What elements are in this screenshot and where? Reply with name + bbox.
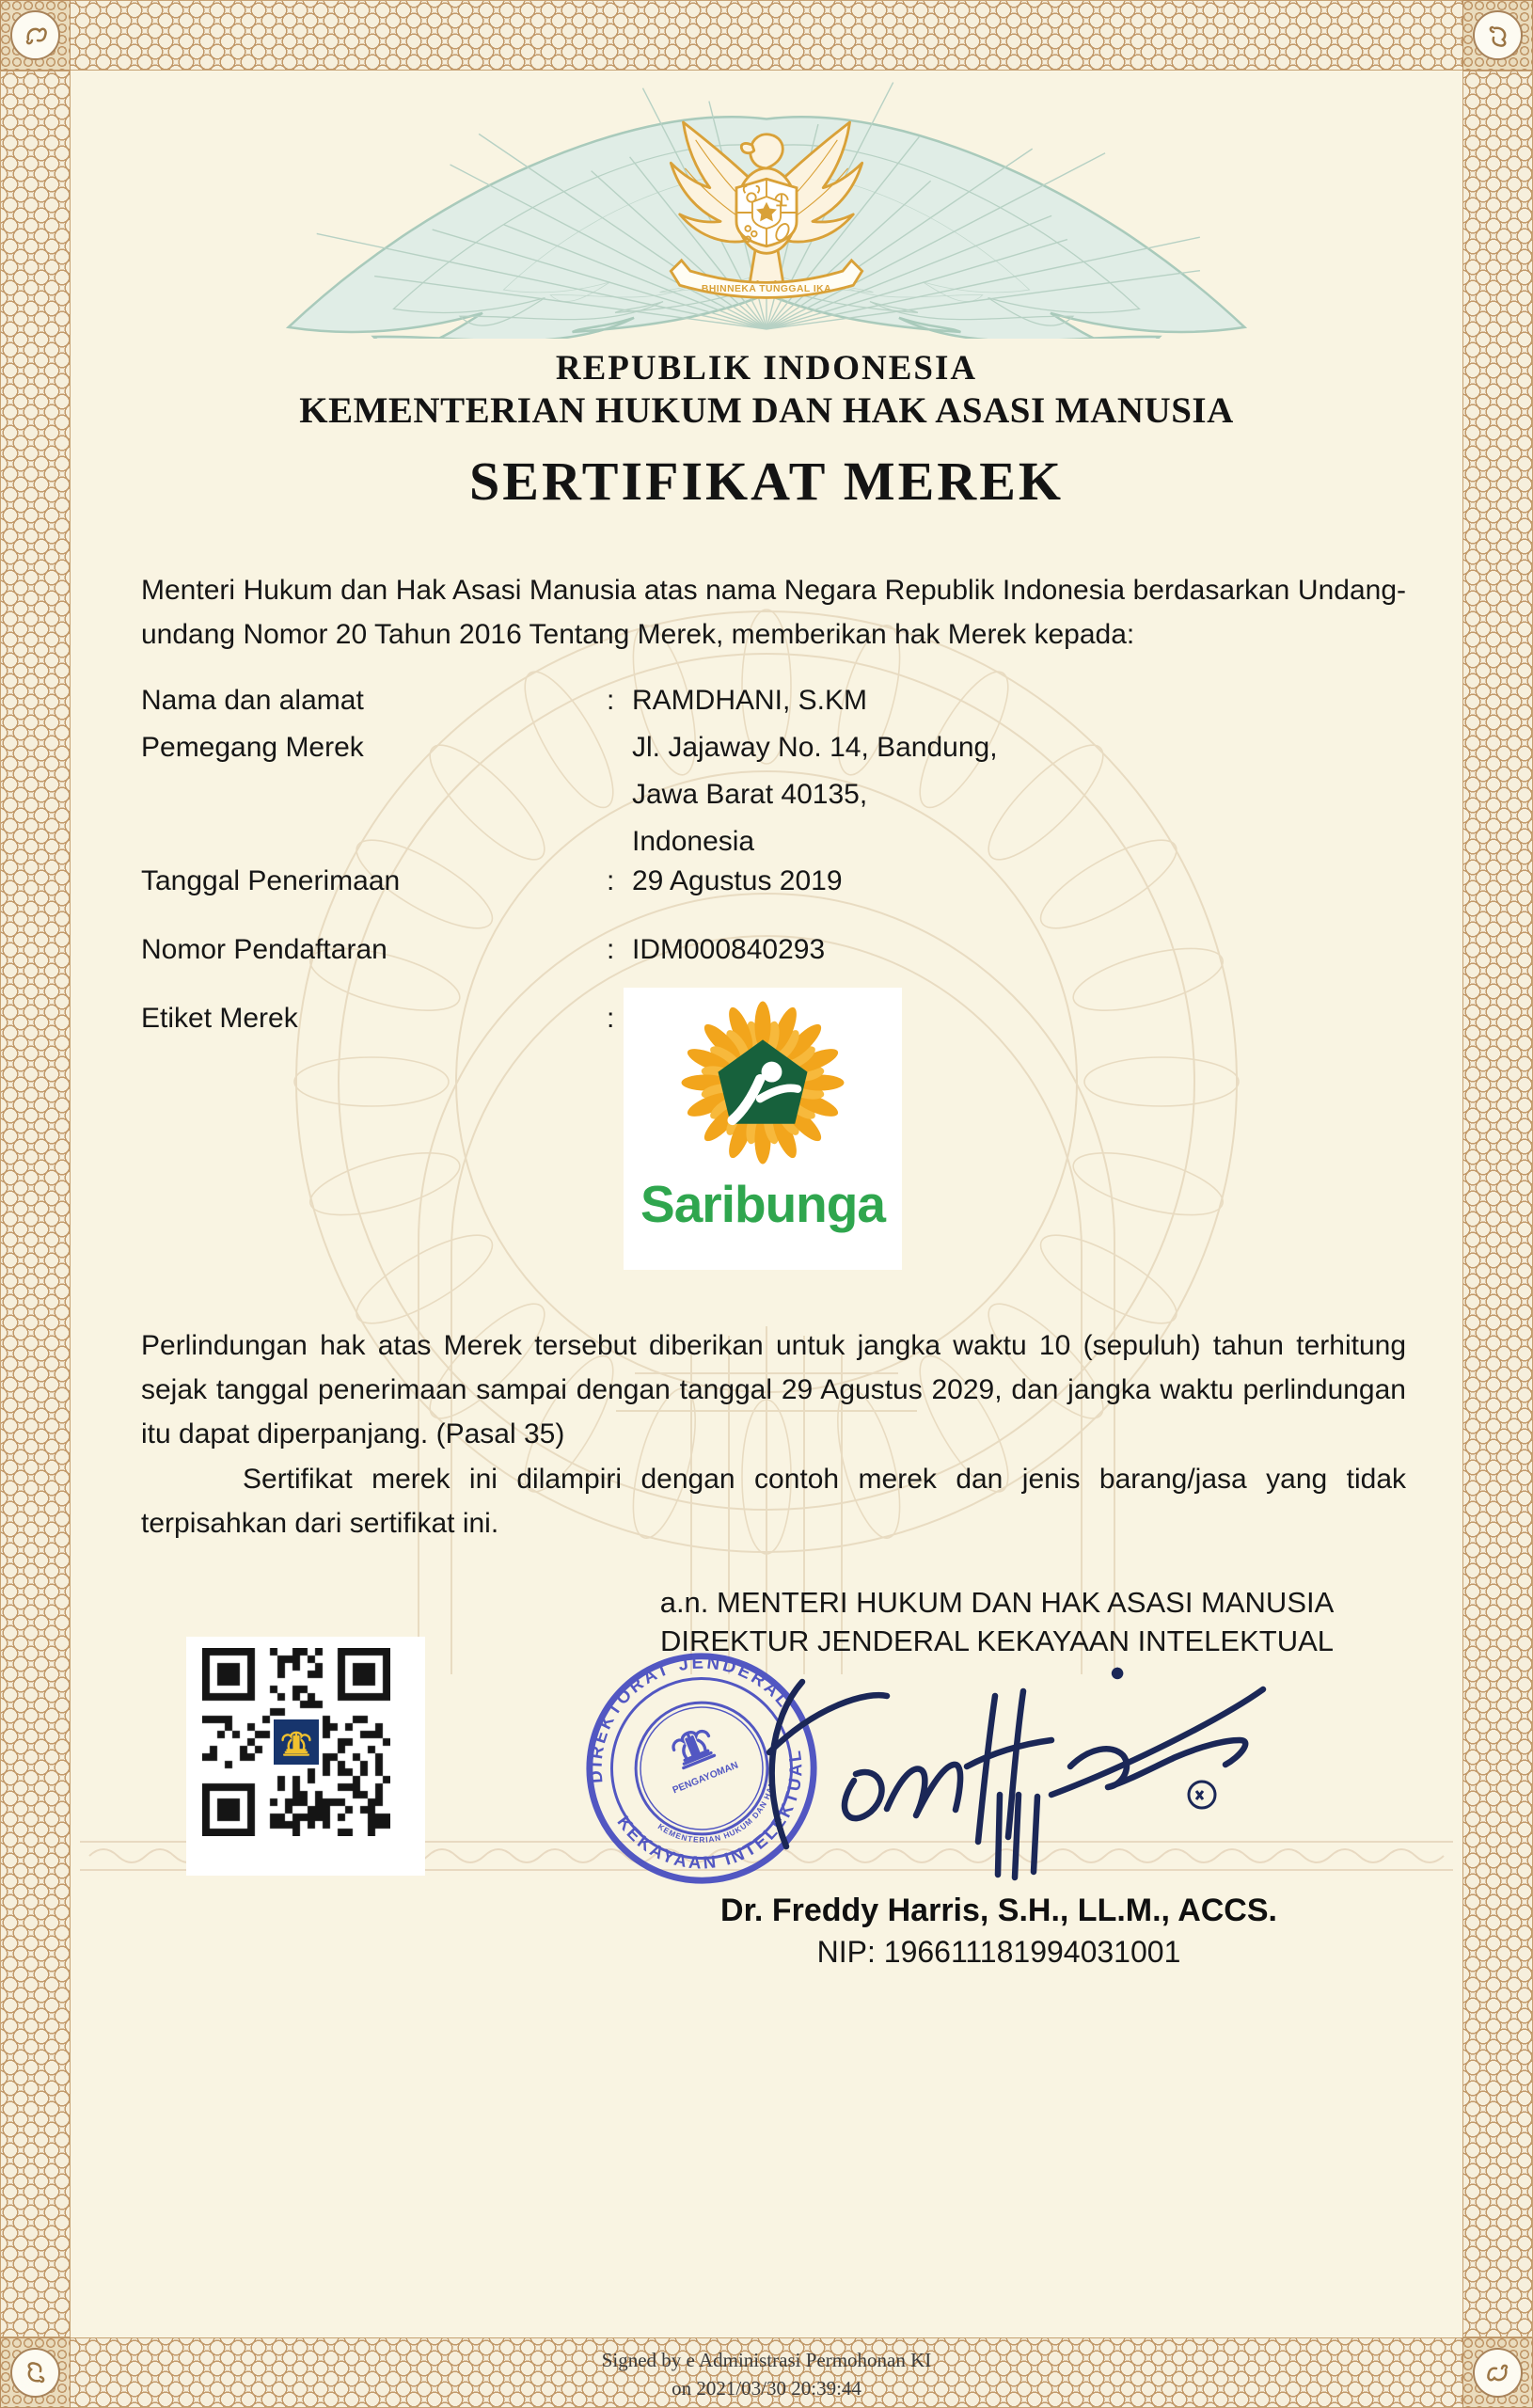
intro-paragraph: Menteri Hukum dan Hak Asasi Manusia atas nama Negara Republik Indonesia berdasarkan Undang-undang Nomor 20 Tahun 2016 Tentang Merek, memberikan hak Merek kepada: <box>141 575 1406 650</box>
holder-name: RAMDHANI, S.KM <box>632 685 868 716</box>
corner-medallion <box>10 10 60 60</box>
country-heading: REPUBLIK INDONESIA <box>555 349 978 388</box>
signer-nip: NIP: 196611181994031001 <box>816 1935 1181 1969</box>
corner-medallion <box>1473 10 1523 60</box>
protection-paragraph: Perlindungan hak atas Merek tersebut diberikan untuk jangka waktu 10 (sepuluh) tahun terhitung sejak tanggal penerimaan sampai dengan tanggal 29 Agustus 2029, dan jangka waktu perlindungan itu dapat diperpanjang. (Pasal 35) <box>141 1330 1406 1450</box>
pengayoman-tree-icon <box>277 1725 315 1759</box>
holder-label-line2: Pemegang Merek <box>141 732 364 763</box>
registration-number-value: IDM000840293 <box>632 934 826 965</box>
holder-label-line1: Nama dan alamat <box>141 685 364 716</box>
border-corner-top-left <box>0 0 71 71</box>
holder-label <box>141 677 364 771</box>
certificate-title: SERTIFIKAT MEREK <box>469 451 1064 512</box>
garuda-pancasila-emblem <box>660 103 873 322</box>
receipt-date-label: Tanggal Penerimaan <box>141 865 401 896</box>
sunflower-logo-icon <box>673 993 852 1172</box>
holder-colon: : <box>607 685 615 716</box>
emblem-motto: BHINNEKA TUNGGAL IKA <box>701 283 832 294</box>
receipt-date-colon: : <box>607 865 615 896</box>
stamp-inner-arc-text: KEMENTERIAN HUKUM DAN HAM <box>656 1778 777 1845</box>
holder-address-line1: Jl. Jajaway No. 14, Bandung, <box>632 732 998 763</box>
signature <box>713 1654 1277 1889</box>
attachment-paragraph: Sertifikat merek ini dilampiri dengan contoh merek dan jenis barang/jasa yang tidak terpisahkan dari sertifikat ini. <box>141 1464 1406 1539</box>
registration-number-label: Nomor Pendaftaran <box>141 934 387 965</box>
registration-number-colon: : <box>607 934 615 965</box>
ministry-heading: KEMENTERIAN HUKUM DAN HAK ASASI MANUSIA <box>299 390 1234 431</box>
mark-colon: : <box>607 1003 615 1034</box>
qr-center-logo <box>274 1719 319 1765</box>
border-corner-top-right <box>1462 0 1533 71</box>
holder-value <box>632 677 998 865</box>
receipt-date-value: 29 Agustus 2019 <box>632 865 843 896</box>
stamp-inner-label: PENGAYOMAN <box>671 1760 740 1797</box>
stamp-ring-bottom-text: KEKAYAAN INTELEKTUAL <box>613 1747 806 1873</box>
holder-address-line2: Jawa Barat 40135, <box>632 779 868 810</box>
brand-name: Saribunga <box>640 1175 885 1233</box>
signing-footnote <box>0 2346 1533 2402</box>
corner-ornament-icon <box>1485 23 1511 49</box>
mark-label: Etiket Merek <box>141 1003 298 1034</box>
footnote-line2: on 2021/03/30 20:39:44 <box>672 2377 861 2400</box>
signer-name: Dr. Freddy Harris, S.H., LL.M., ACCS. <box>720 1893 1277 1928</box>
corner-ornament-icon <box>23 23 49 49</box>
holder-address-line3: Indonesia <box>632 826 755 857</box>
director-title-line: DIREKTUR JENDERAL KEKAYAAN INTELEKTUAL <box>659 1624 1335 1657</box>
footnote-line1: Signed by e Administrasi Permohonan KI <box>601 2349 932 2371</box>
signer-block <box>651 1893 1347 1970</box>
on-behalf-line: a.n. MENTERI HUKUM DAN HAK ASASI MANUSIA <box>659 1586 1335 1619</box>
stamp-ring-top-text: DIREKTORAT JENDERAL <box>585 1652 796 1784</box>
